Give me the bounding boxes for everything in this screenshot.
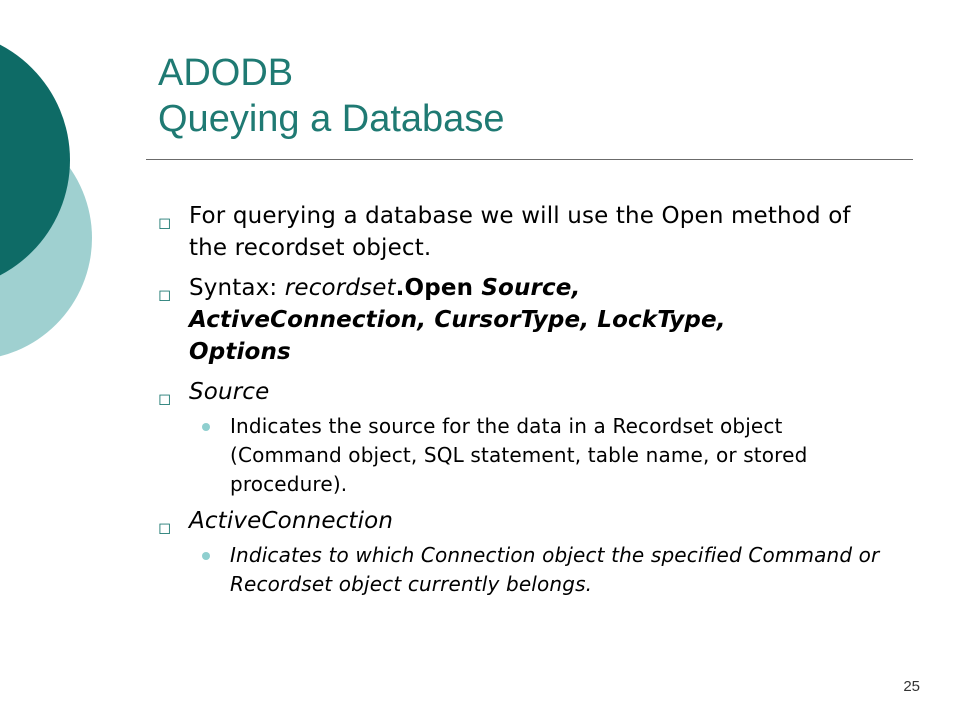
- syntax-object: recordset: [284, 275, 396, 301]
- title-line-2: Queying a Database: [158, 98, 505, 140]
- bullet-text: For querying a database we will use the Open method of the recordset object.: [189, 203, 851, 261]
- decorative-circles: [0, 0, 120, 400]
- square-bullet-icon: ◻: [158, 285, 172, 304]
- square-bullet-icon: ◻: [158, 389, 172, 408]
- square-bullet-icon: ◻: [158, 213, 172, 232]
- bullet-list: [158, 200, 888, 599]
- circle-bullet-icon: [202, 552, 210, 560]
- syntax-params-3: Options: [189, 339, 291, 365]
- slide-title: [158, 50, 918, 142]
- sub-bullet-text: Indicates the source for the data in a Recordset object (Command object, SQL statement, table name, or stored procedure).: [230, 414, 808, 496]
- source-heading: Source: [189, 379, 270, 405]
- title-line-1: ADODB: [158, 52, 294, 94]
- sub-bullet-text: Indicates to which Connection object the specified Command or Recordset object currently belongs.: [230, 543, 880, 596]
- syntax-method: .Open: [395, 275, 474, 301]
- syntax-prefix: Syntax:: [189, 275, 285, 301]
- square-bullet-icon: ◻: [158, 518, 172, 537]
- bullet-open-method: [158, 200, 888, 264]
- syntax-params-2: ActiveConnection, CursorType, LockType,: [189, 307, 726, 333]
- circle-bullet-icon: [202, 423, 210, 431]
- title-divider: [146, 159, 913, 160]
- sub-bullet-source-desc: [158, 412, 888, 499]
- bullet-activeconnection: [158, 505, 888, 537]
- syntax-params-1: Source,: [473, 275, 581, 301]
- page-number: 25: [903, 678, 920, 695]
- bullet-syntax: [158, 272, 888, 368]
- sub-bullet-activeconnection-desc: [158, 541, 888, 599]
- activeconnection-heading: ActiveConnection: [189, 508, 394, 534]
- bullet-source: [158, 376, 888, 408]
